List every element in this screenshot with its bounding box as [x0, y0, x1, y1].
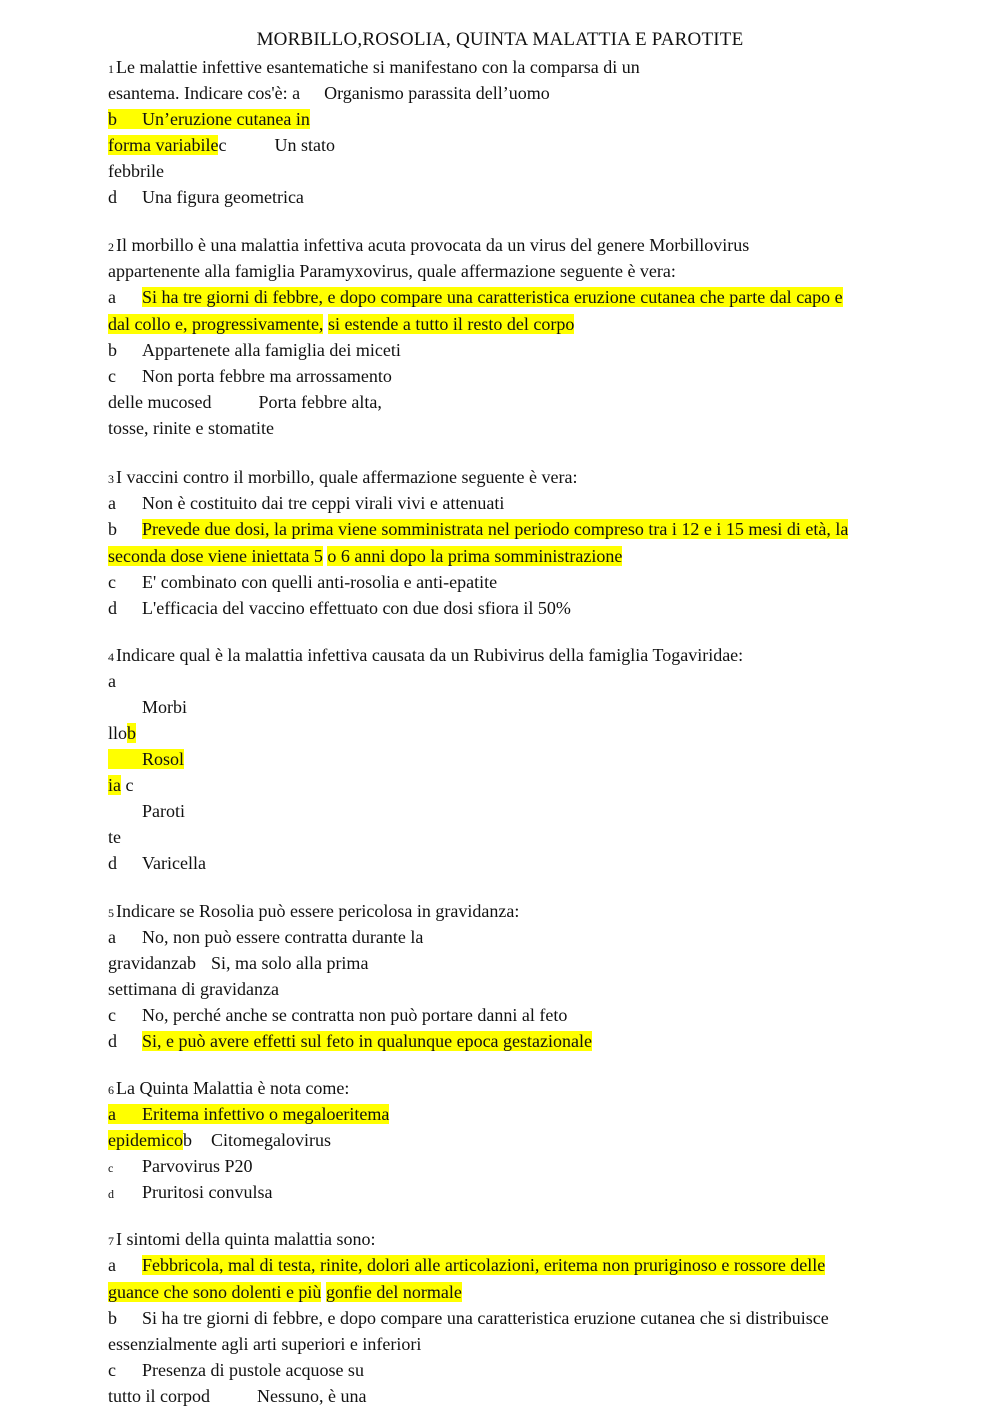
- highlighted-answer: guance che sono dolenti e più: [108, 1282, 322, 1302]
- highlighted-answer: b: [127, 723, 137, 743]
- answer-5b: Si, ma solo alla prima: [210, 953, 369, 973]
- answer-2a: a Si ha tre giorni di febbre, e dopo compare una caratteristica eruzione cutanea che parte dal capo e: [108, 287, 843, 307]
- question-5-text: 5 Indicare se Rosolia può essere pericolosa in gravidanza:: [108, 901, 520, 921]
- answer-1b-continued: forma variabilec Un stato: [108, 135, 335, 155]
- answer-5c: c No, perché anche se contratta non può portare danni al feto: [108, 1005, 568, 1025]
- question-7-text: 7 I sintomi della quinta malattia sono:: [108, 1229, 376, 1249]
- highlighted-answer: Si, e può avere effetti sul feto in qualunque epoca gestazionale: [142, 1031, 592, 1051]
- answer-2d: Porta febbre alta,: [258, 392, 382, 412]
- answer-3c: c E' combinato con quelli anti-rosolia e anti-epatite: [108, 572, 498, 592]
- answer-7c: c Presenza di pustole acquose su: [108, 1360, 364, 1380]
- answer-7c-continued: tutto il corpod Nessuno, è una: [108, 1386, 367, 1406]
- answer-2d-continued: tosse, rinite e stomatite: [108, 418, 274, 438]
- answer-6c: c Parvovirus P20: [108, 1156, 253, 1176]
- answer-4c: Paroti: [142, 801, 185, 821]
- question-4-text: 4 Indicare qual è la malattia infettiva causata da un Rubivirus della famiglia Togaviridae:: [108, 645, 744, 665]
- highlighted-answer: gonfie del normale: [325, 1282, 462, 1302]
- answer-4b-continued: ia c: [108, 775, 134, 795]
- highlighted-answer: a Eritema infettivo o megaloeritema: [108, 1104, 390, 1124]
- highlighted-answer: Febbricola, mal di testa, rinite, dolori alle articolazioni, eritema non pruriginoso e rossore delle: [142, 1255, 826, 1275]
- answer-4a-continued: llob: [108, 723, 137, 743]
- question-2-text: 2 Il morbillo è una malattia infettiva acuta provocata da un virus del genere Morbillovirus: [108, 235, 750, 255]
- answer-4c-continued: te: [108, 827, 121, 847]
- answer-7d: Nessuno, è una: [257, 1386, 367, 1406]
- answer-1b: [108, 108, 310, 130]
- answer-4a: Morbi: [142, 697, 187, 717]
- highlighted-answer: Si ha tre giorni di febbre, e dopo compare una caratteristica eruzione cutanea che parte dal capo e: [142, 287, 843, 307]
- question-3-text: 3 I vaccini contro il morbillo, quale affermazione seguente è vera:: [108, 467, 578, 487]
- highlighted-answer: ia: [108, 775, 121, 795]
- answer-3b: b Prevede due dosi, la prima viene somministrata nel periodo compreso tra i 12 e i 15 mesi di età, la: [108, 519, 849, 539]
- answer-6a: [108, 1103, 389, 1125]
- answer-1c-continued: febbrile: [108, 161, 164, 181]
- answer-1c: Un stato: [274, 135, 335, 155]
- question-1-text: 1 Le malattie infettive esantematiche si manifestano con la comparsa di un: [108, 57, 640, 77]
- answer-6a-continued: epidemicob Citomegalovirus: [108, 1130, 331, 1150]
- answer-7b: b Si ha tre giorni di febbre, e dopo compare una caratteristica eruzione cutanea che si distribuisce: [108, 1308, 829, 1328]
- answer-2c-continued: delle mucosed Porta febbre alta,: [108, 392, 382, 412]
- answer-3b-continued: [108, 545, 622, 567]
- answer-5a-continued: gravidanzab Si, ma solo alla prima: [108, 953, 369, 973]
- highlighted-answer: epidemico: [108, 1130, 183, 1150]
- answer-4a-letter: a: [108, 671, 116, 691]
- highlighted-answer: o 6 anni dopo la prima somministrazione: [327, 546, 623, 566]
- question-1-text: esantema. Indicare cos'è: a Organismo parassita dell’uomo: [108, 83, 550, 103]
- highlighted-answer: dal collo e, progressivamente,: [108, 314, 324, 334]
- answer-7a-continued: [108, 1281, 462, 1303]
- question-6-text: 6 La Quinta Malattia è nota come:: [108, 1078, 350, 1098]
- answer-5d: d Si, e può avere effetti sul feto in qualunque epoca gestazionale: [108, 1031, 592, 1051]
- question-number: 1: [108, 62, 114, 76]
- answer-3a: a Non è costituito dai tre ceppi virali vivi e attenuati: [108, 493, 505, 513]
- answer-6b: Citomegalovirus: [210, 1130, 331, 1150]
- highlighted-answer: b Un’eruzione cutanea in: [108, 109, 310, 129]
- highlighted-answer: forma variabile: [108, 135, 219, 155]
- answer-2b: b Appartenete alla famiglia dei miceti: [108, 340, 401, 360]
- answer-2c: c Non porta febbre ma arrossamento: [108, 366, 392, 386]
- highlighted-answer: seconda dose viene iniettata 5: [108, 546, 323, 566]
- highlighted-answer: Prevede due dosi, la prima viene somministrata nel periodo compreso tra i 12 e i 15 mesi di età, la: [142, 519, 849, 539]
- question-2-text: appartenente alla famiglia Paramyxovirus, quale affermazione seguente è vera:: [108, 261, 676, 281]
- answer-5b-continued: settimana di gravidanza: [108, 979, 279, 999]
- answer-5a: a No, non può essere contratta durante la: [108, 927, 424, 947]
- highlighted-answer: si estende a tutto il resto del corpo: [327, 314, 575, 334]
- answer-6d: d Pruritosi convulsa: [108, 1182, 273, 1202]
- answer-3d: d L'efficacia del vaccino effettuato con due dosi sfiora il 50%: [108, 598, 571, 618]
- page-title: MORBILLO,ROSOLIA, QUINTA MALATTIA E PAROTITE: [256, 29, 744, 50]
- highlighted-answer: Rosol: [108, 749, 184, 769]
- answer-1d: d Una figura geometrica: [108, 187, 304, 207]
- answer-1a: Organismo parassita dell’uomo: [324, 83, 550, 103]
- answer-7a: a Febbricola, mal di testa, rinite, dolori alle articolazioni, eritema non pruriginoso e rossore delle: [108, 1255, 826, 1275]
- answer-2a-continued: [108, 313, 574, 335]
- answer-7b-continued: essenzialmente agli arti superiori e inferiori: [108, 1334, 422, 1354]
- answer-4b: [108, 748, 184, 770]
- answer-4d: d Varicella: [108, 853, 206, 873]
